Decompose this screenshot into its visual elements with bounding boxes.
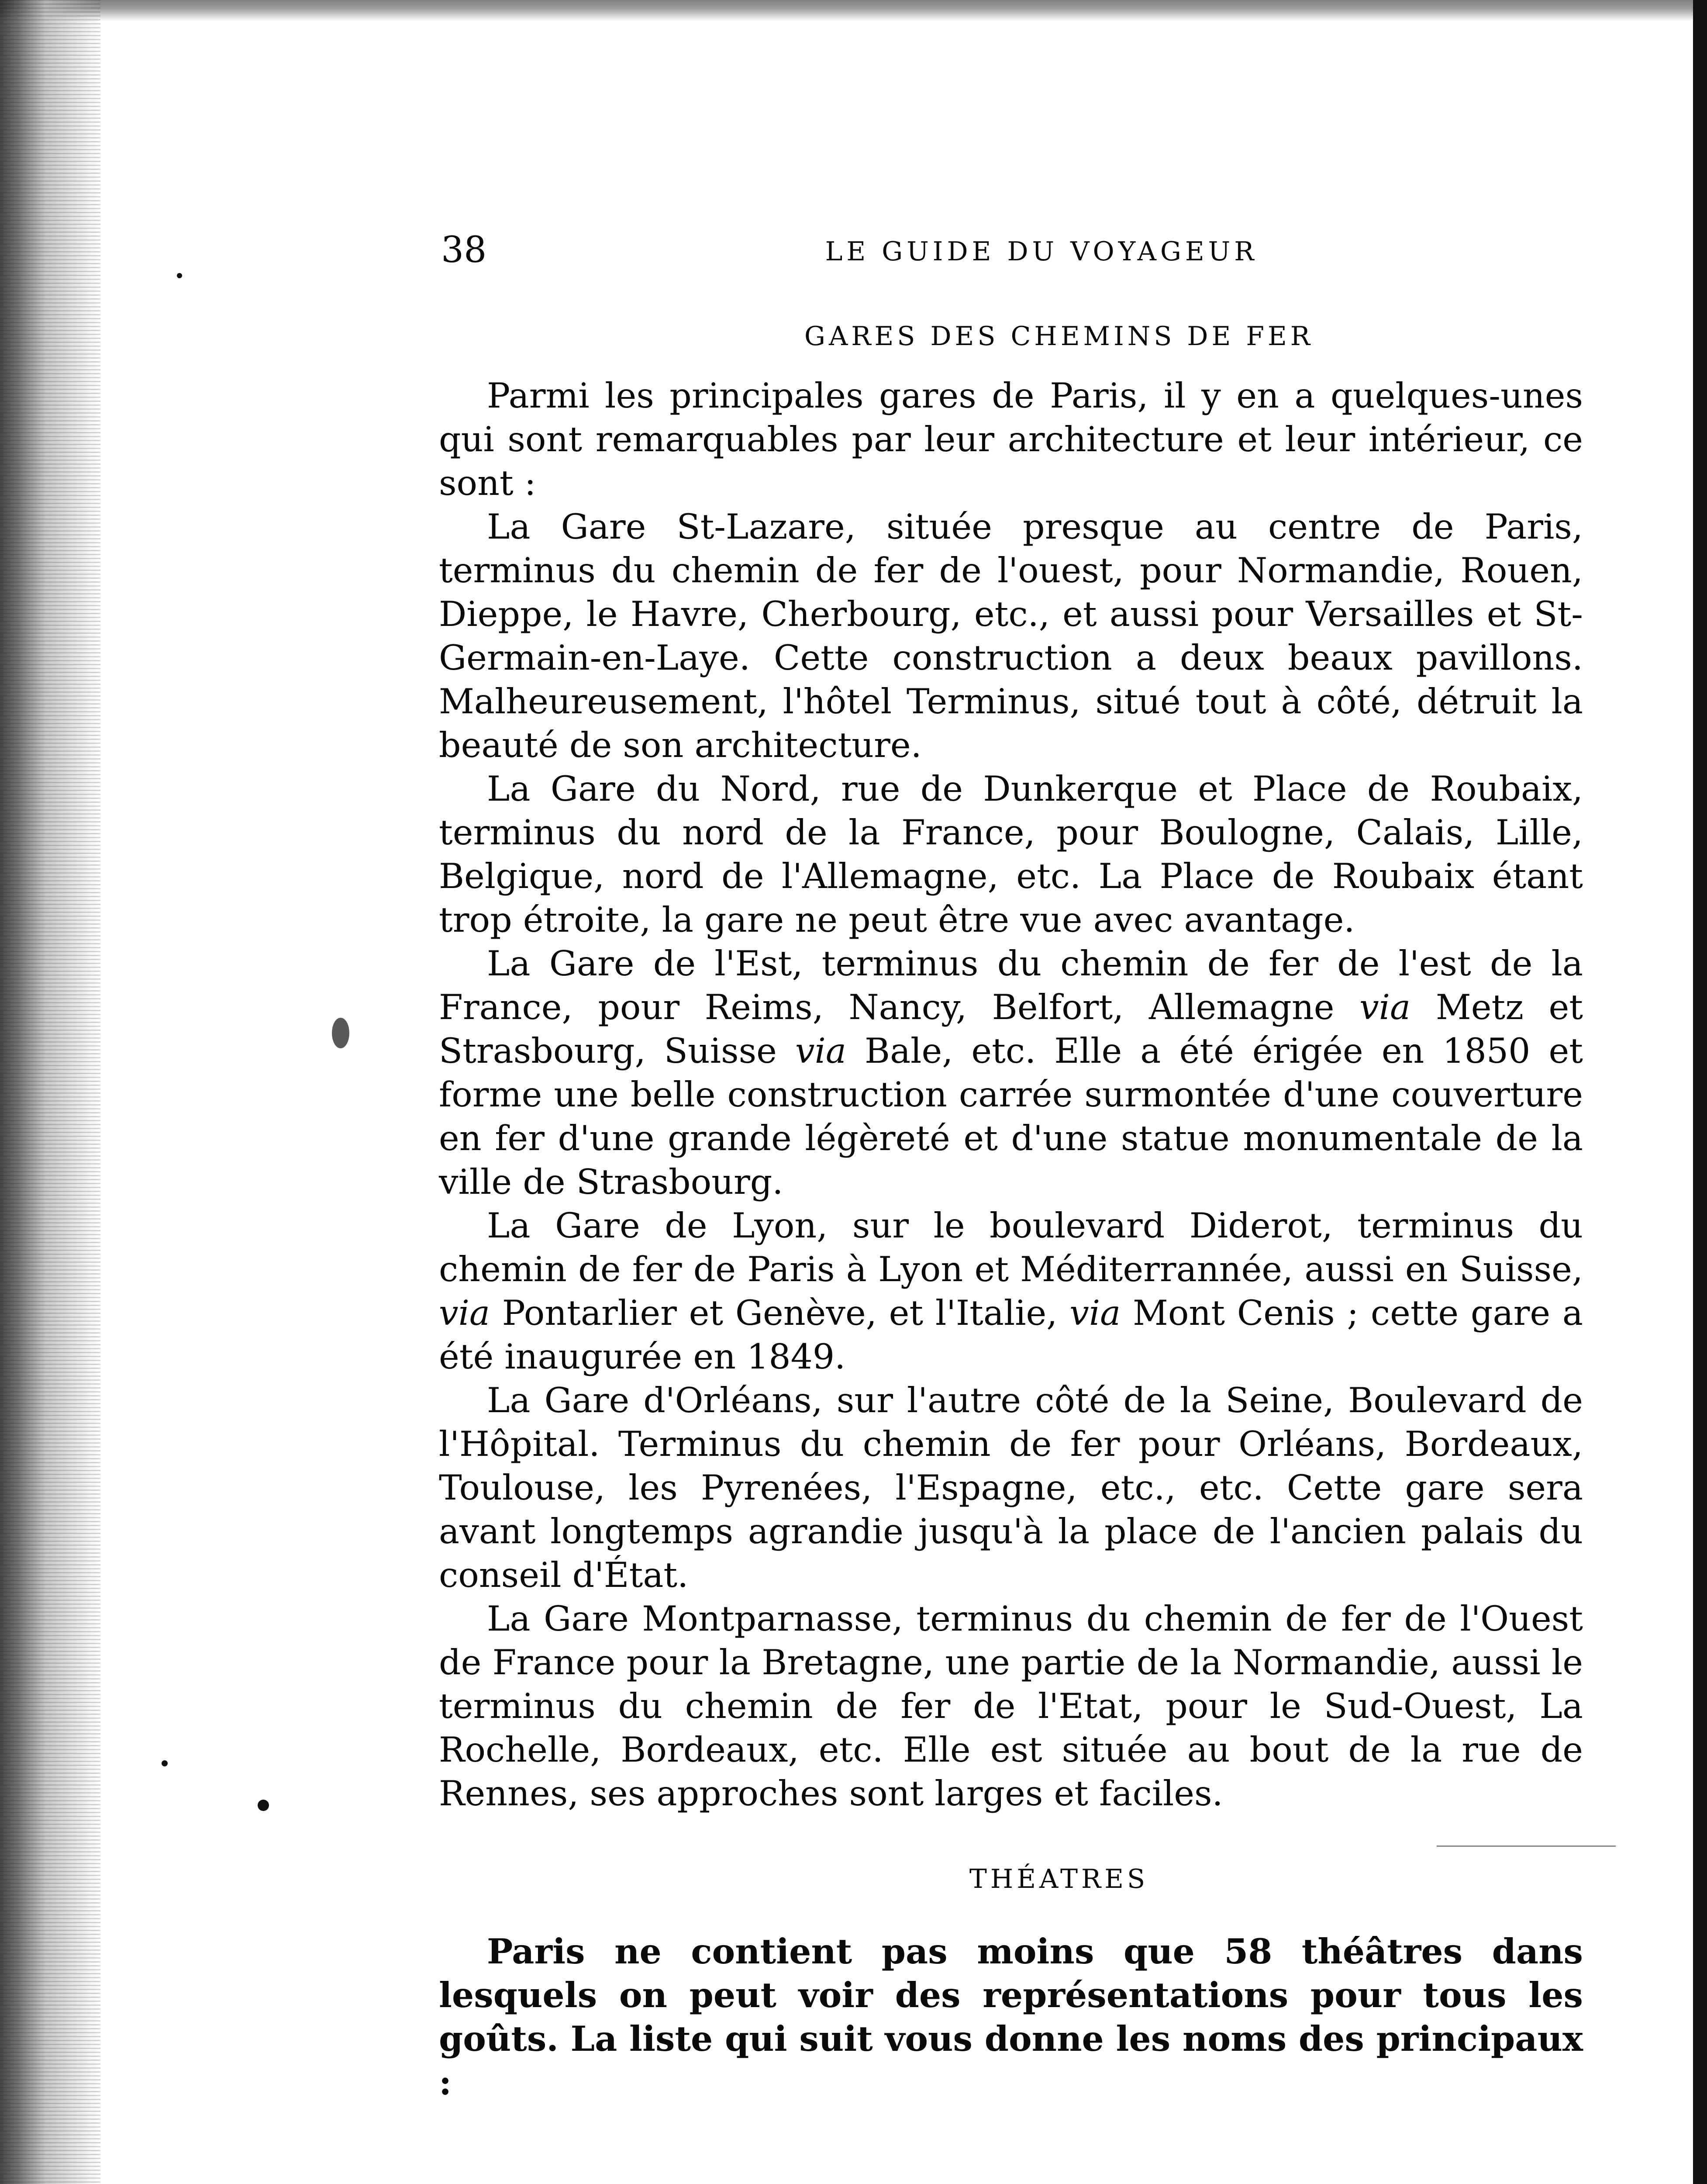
scan-right-edge — [1693, 0, 1707, 2184]
paragraph-st-lazare: La Gare St-Lazare, située presque au centre de Paris, terminus du chemin de fer de l'ouest, pour Normandie, Rouen, Dieppe, le Havre, Cherbourg, etc., et aussi pour Versailles et St-Germain-en-Laye. Cette construction a deux beaux pavillons. Malheureusement, l'hôtel Terminus, situé tout à côté, détruit la beauté de son architecture. — [439, 507, 1583, 765]
paragraph-gare-de-lyon — [439, 1204, 1583, 1379]
ink-speck — [162, 1760, 168, 1766]
scan-left-edge — [0, 0, 100, 2184]
italic-via: via — [1069, 1293, 1121, 1333]
section-body-gares — [439, 374, 1583, 1815]
italic-via: via — [439, 1293, 490, 1333]
paragraph-gare-du-nord: La Gare du Nord, rue de Dunkerque et Place de Roubaix, terminus du nord de la France, pour Boulogne, Calais, Lille, Belgique, nord de l'Allemagne, etc. La Place de Roubaix étant trop étroite, la gare ne peut être vue avec avantage. — [439, 769, 1583, 940]
section-heading-gares: GARES DES CHEMINS DE FER — [804, 321, 1314, 352]
ink-speck — [258, 1800, 269, 1811]
running-title: LE GUIDE DU VOYAGEUR — [825, 236, 1258, 267]
paragraph-gare-dorleans: La Gare d'Orléans, sur l'autre côté de la Seine, Boulevard de l'Hôpital. Terminus du chemin de fer pour Orléans, Bordeaux, Toulouse, les Pyrenées, l'Espagne, etc., etc. Cette gare sera avant longtemps agrandie jusqu'à la place de l'ancien palais du conseil d'État. — [439, 1380, 1583, 1595]
ink-speck — [332, 1018, 349, 1048]
text-run: Metz et Strasbourg, Suisse — [439, 987, 1583, 1071]
text-run: La Gare de Lyon, sur le boulevard Diderot, terminus du chemin de fer de Paris à Lyon et Méditerrannée, aussi en Suisse, — [439, 1206, 1583, 1289]
italic-via: via — [1359, 987, 1411, 1027]
text-run: Pontarlier et Genève, et l'Italie, — [490, 1293, 1070, 1333]
text-run: Mont Cenis ; cette gare a été inaugurée en 1849. — [439, 1293, 1583, 1377]
paragraph-gare-montparnasse: La Gare Montparnasse, terminus du chemin de fer de l'Ouest de France pour la Bretagne, une partie de la Normandie, aussi le terminus du chemin de fer de l'Etat, pour le Sud-Ouest, La Rochelle, Bordeaux, etc. Elle est située au bout de la rue de Rennes, ses approches sont larges et faciles. — [439, 1599, 1583, 1814]
scan-top-edge — [0, 0, 1707, 21]
text-run: La Gare de l'Est, terminus du chemin de fer de l'est de la France, pour Reims, Nancy, Belfort, Allemagne — [439, 943, 1583, 1027]
italic-via: via — [795, 1031, 846, 1071]
section-body-theatres — [439, 1930, 1583, 2105]
page-header — [441, 231, 1590, 270]
paragraph-theatres: Paris ne contient pas moins que 58 théâtres dans lesquels on peut voir des représentations pour tous les goûts. La liste qui suit vous donne les noms des principaux : — [439, 1931, 1583, 2103]
paragraph-intro: Parmi les principales gares de Paris, il y en a quelques-unes qui sont remarquables par leur architecture et leur intérieur, ce sont : — [439, 376, 1583, 503]
paragraph-gare-de-lest — [439, 942, 1583, 1204]
section-heading-theatres: THÉATRES — [969, 1864, 1149, 1894]
text-run: Bale, etc. Elle a été érigée en 1850 et forme une belle construction carrée surmontée d'une couverture en fer d'une grande légèreté et d'une statue monumentale de la ville de Strasbourg. — [439, 1031, 1583, 1202]
page-number: 38 — [441, 229, 487, 271]
ink-speck — [177, 273, 182, 278]
stray-mark — [1437, 1845, 1616, 1847]
